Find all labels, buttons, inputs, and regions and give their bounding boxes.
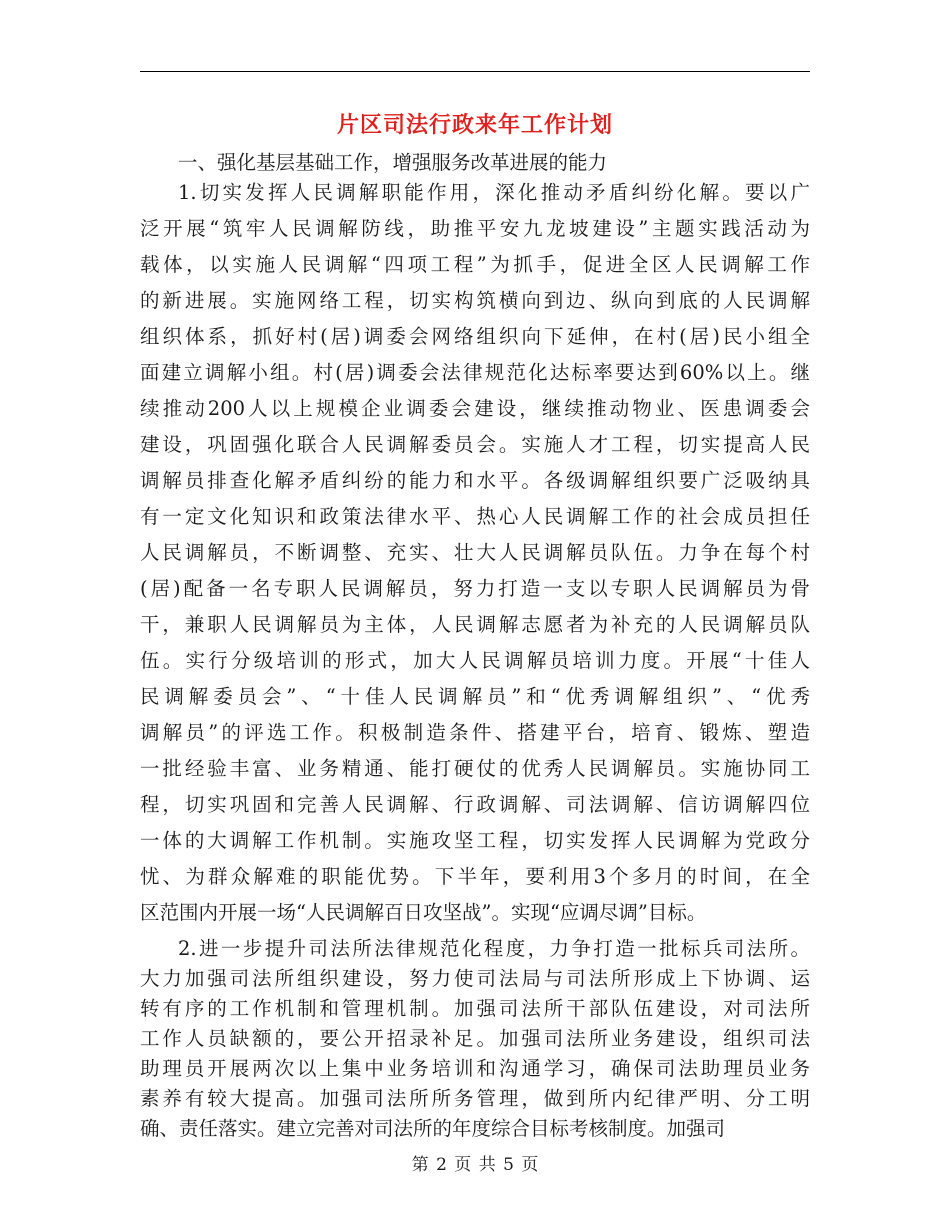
- paragraph-line: 有一定文化知识和政策法律水平、热心人民调解工作的社会成员担任: [140, 505, 810, 528]
- paragraph-line: 1.切实发挥人民调解职能作用，深化推动矛盾纠纷化解。要以广: [178, 181, 810, 204]
- paragraph-line: 民调解委员会”、“十佳人民调解员”和“优秀调解组织”、“优秀: [140, 685, 810, 708]
- paragraph-line: (居)配备一名专职人民调解员，努力打造一支以专职人民调解员为骨: [140, 577, 810, 600]
- page-footer: 第 2 页 共 5 页: [411, 1155, 539, 1175]
- paragraph-line: 续推动200人以上规模企业调委会建设，继续推动物业、医患调委会: [140, 397, 810, 420]
- paragraph-line: 载体，以实施人民调解“四项工程”为抓手，促进全区人民调解工作: [140, 253, 810, 276]
- paragraph-line: 泛开展“筑牢人民调解防线，助推平安九龙坡建设”主题实践活动为: [140, 217, 810, 240]
- paragraph-line: 素养有较大提高。加强司法所所务管理，做到所内纪律严明、分工明: [140, 1087, 810, 1110]
- paragraph-line: 忧、为群众解难的职能优势。下半年，要利用3个多月的时间，在全: [140, 865, 810, 888]
- paragraph-line: 助理员开展两次以上集中业务培训和沟通学习，确保司法助理员业务: [140, 1057, 810, 1080]
- paragraph-line: 确、责任落实。建立完善对司法所的年度综合目标考核制度。加强司: [140, 1117, 726, 1140]
- paragraph-line: 调解员”的评选工作。积极制造条件、搭建平台，培育、锻炼、塑造: [140, 721, 810, 744]
- paragraph-line: 干，兼职人民调解员为主体，人民调解志愿者为补充的人民调解员队: [140, 613, 810, 636]
- paragraph-line: 人民调解员，不断调整、充实、壮大人民调解员队伍。力争在每个村: [140, 541, 810, 564]
- paragraph-line: 转有序的工作机制和管理机制。加强司法所干部队伍建设，对司法所: [140, 997, 810, 1020]
- paragraph-line: 工作人员缺额的，要公开招录补足。加强司法所业务建设，组织司法: [140, 1027, 810, 1050]
- document-title: 片区司法行政来年工作计划: [336, 112, 613, 138]
- paragraph-line: 大力加强司法所组织建设，努力使司法局与司法所形成上下协调、运: [140, 967, 810, 990]
- paragraph-line: 程，切实巩固和完善人民调解、行政调解、司法调解、信访调解四位: [140, 793, 810, 816]
- paragraph-line: 区范围内开展一场“人民调解百日攻坚战”。实现“应调尽调”目标。: [140, 901, 707, 924]
- paragraph-line: 的新进展。实施网络工程，切实构筑横向到边、纵向到底的人民调解: [140, 289, 810, 312]
- paragraph-line: 面建立调解小组。村(居)调委会法律规范化达标率要达到60%以上。继: [140, 361, 810, 384]
- paragraph-line: 组织体系，抓好村(居)调委会网络组织向下延伸，在村(居)民小组全: [140, 325, 810, 348]
- header-rule: [140, 71, 810, 72]
- paragraph-line: 一批经验丰富、业务精通、能打硬仗的优秀人民调解员。实施协同工: [140, 757, 810, 780]
- section-heading: 一、强化基层基础工作，增强服务改革进展的能力: [178, 151, 608, 174]
- paragraph-line: 调解员排查化解矛盾纠纷的能力和水平。各级调解组织要广泛吸纳具: [140, 469, 810, 492]
- paragraph-line: 一体的大调解工作机制。实施攻坚工程，切实发挥人民调解为党政分: [140, 829, 810, 852]
- paragraph-line: 2.进一步提升司法所法律规范化程度，力争打造一批标兵司法所。: [178, 937, 810, 960]
- paragraph-line: 建设，巩固强化联合人民调解委员会。实施人才工程，切实提高人民: [140, 433, 810, 456]
- paragraph-line: 伍。实行分级培训的形式，加大人民调解员培训力度。开展“十佳人: [140, 649, 810, 672]
